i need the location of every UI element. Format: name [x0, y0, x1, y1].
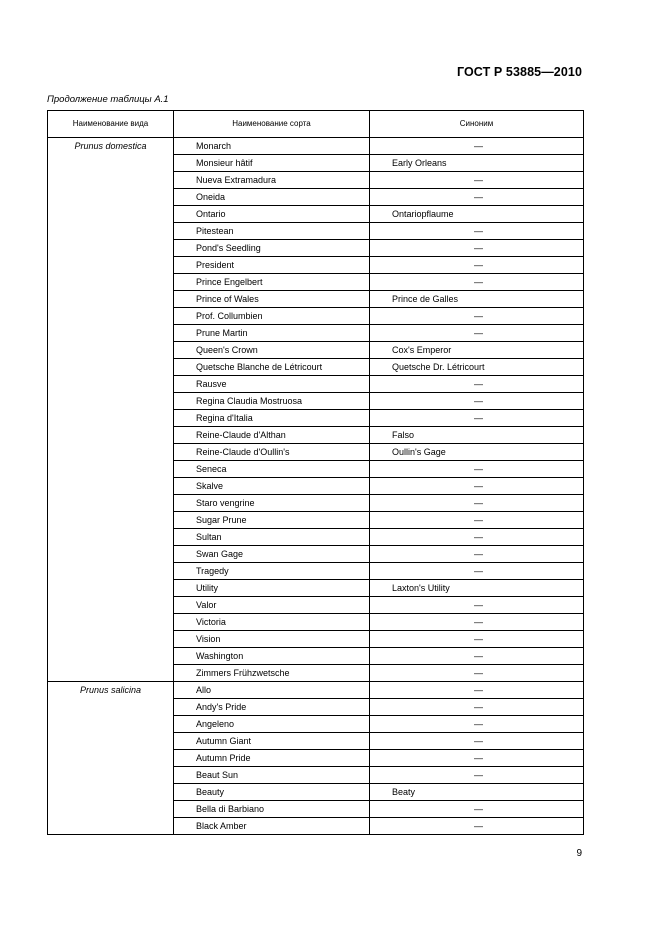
synonym-cell: —	[370, 308, 584, 325]
synonym-cell: —	[370, 257, 584, 274]
synonym-cell: Falso	[370, 427, 584, 444]
variety-cell: Black Amber	[174, 818, 370, 835]
variety-cell: Washington	[174, 648, 370, 665]
table-caption: Продолжение таблицы А.1	[47, 94, 169, 105]
synonym-cell: —	[370, 512, 584, 529]
variety-cell: Swan Gage	[174, 546, 370, 563]
variety-cell: Autumn Giant	[174, 733, 370, 750]
variety-cell: Regina d'Italia	[174, 410, 370, 427]
synonym-cell: —	[370, 495, 584, 512]
synonym-cell: —	[370, 767, 584, 784]
species-cell: Prunus domestica	[48, 138, 174, 682]
table-header-row	[48, 111, 584, 138]
synonym-cell: —	[370, 699, 584, 716]
variety-cell: President	[174, 257, 370, 274]
variety-cell: Utility	[174, 580, 370, 597]
table-row	[48, 138, 584, 155]
synonym-cell: —	[370, 716, 584, 733]
column-header-variety: Наименование сорта	[174, 111, 370, 138]
table-row	[48, 682, 584, 699]
synonym-cell: —	[370, 410, 584, 427]
synonym-cell: —	[370, 461, 584, 478]
variety-cell: Sugar Prune	[174, 512, 370, 529]
synonym-cell: —	[370, 733, 584, 750]
variety-cell: Seneca	[174, 461, 370, 478]
synonym-cell: Beaty	[370, 784, 584, 801]
variety-cell: Quetsche Blanche de Létricourt	[174, 359, 370, 376]
synonym-cell: —	[370, 240, 584, 257]
synonym-cell: —	[370, 597, 584, 614]
variety-cell: Ontario	[174, 206, 370, 223]
page-number: 9	[576, 848, 582, 859]
synonym-cell: —	[370, 274, 584, 291]
variety-cell: Andy's Pride	[174, 699, 370, 716]
synonym-cell: —	[370, 376, 584, 393]
synonym-cell: Quetsche Dr. Létricourt	[370, 359, 584, 376]
synonym-cell: —	[370, 478, 584, 495]
synonym-cell: —	[370, 546, 584, 563]
synonym-cell: —	[370, 138, 584, 155]
variety-cell: Skalve	[174, 478, 370, 495]
synonym-cell: —	[370, 393, 584, 410]
synonym-cell: —	[370, 172, 584, 189]
synonym-cell: —	[370, 682, 584, 699]
synonym-cell: Laxton's Utility	[370, 580, 584, 597]
variety-cell: Prune Martin	[174, 325, 370, 342]
variety-cell: Tragedy	[174, 563, 370, 580]
synonym-cell: —	[370, 648, 584, 665]
synonym-cell: —	[370, 529, 584, 546]
variety-cell: Regina Claudia Mostruosa	[174, 393, 370, 410]
synonym-cell: Ontariopflaume	[370, 206, 584, 223]
variety-cell: Monsieur hâtif	[174, 155, 370, 172]
synonym-cell: Cox's Emperor	[370, 342, 584, 359]
variety-cell: Nueva Extramadura	[174, 172, 370, 189]
variety-cell: Prof. Collumbien	[174, 308, 370, 325]
variety-cell: Bella di Barbiano	[174, 801, 370, 818]
synonym-cell: Early Orleans	[370, 155, 584, 172]
document-code: ГОСТ Р 53885—2010	[456, 65, 582, 79]
synonym-cell: —	[370, 750, 584, 767]
variety-cell: Prince of Wales	[174, 291, 370, 308]
synonym-cell: —	[370, 665, 584, 682]
variety-cell: Pitestean	[174, 223, 370, 240]
synonym-cell: —	[370, 223, 584, 240]
variety-cell: Autumn Pride	[174, 750, 370, 767]
variety-cell: Vision	[174, 631, 370, 648]
synonym-cell: —	[370, 189, 584, 206]
synonym-cell: Oullin's Gage	[370, 444, 584, 461]
variety-cell: Queen's Crown	[174, 342, 370, 359]
synonym-cell: —	[370, 631, 584, 648]
synonym-cell: —	[370, 818, 584, 835]
variety-cell: Zimmers Frühzwetsche	[174, 665, 370, 682]
synonym-cell: Prince de Galles	[370, 291, 584, 308]
synonym-cell: —	[370, 614, 584, 631]
variety-cell: Angeleno	[174, 716, 370, 733]
column-header-synonym: Синоним	[370, 111, 584, 138]
synonym-cell: —	[370, 325, 584, 342]
variety-cell: Oneida	[174, 189, 370, 206]
variety-cell: Rausve	[174, 376, 370, 393]
variety-cell: Monarch	[174, 138, 370, 155]
species-cell: Prunus salicina	[48, 682, 174, 835]
variety-cell: Victoria	[174, 614, 370, 631]
variety-cell: Beauty	[174, 784, 370, 801]
column-header-species: Наименование вида	[48, 111, 174, 138]
variety-cell: Valor	[174, 597, 370, 614]
synonym-cell: —	[370, 801, 584, 818]
table-body	[48, 138, 584, 835]
synonym-cell: —	[370, 563, 584, 580]
variety-cell: Reine-Claude d'Althan	[174, 427, 370, 444]
variety-cell: Pond's Seedling	[174, 240, 370, 257]
variety-cell: Beaut Sun	[174, 767, 370, 784]
variety-cell: Prince Engelbert	[174, 274, 370, 291]
variety-cell: Reine-Claude d'Oullin's	[174, 444, 370, 461]
variety-cell: Staro vengrine	[174, 495, 370, 512]
variety-cell: Sultan	[174, 529, 370, 546]
variety-cell: Allo	[174, 682, 370, 699]
varieties-table	[47, 110, 584, 835]
